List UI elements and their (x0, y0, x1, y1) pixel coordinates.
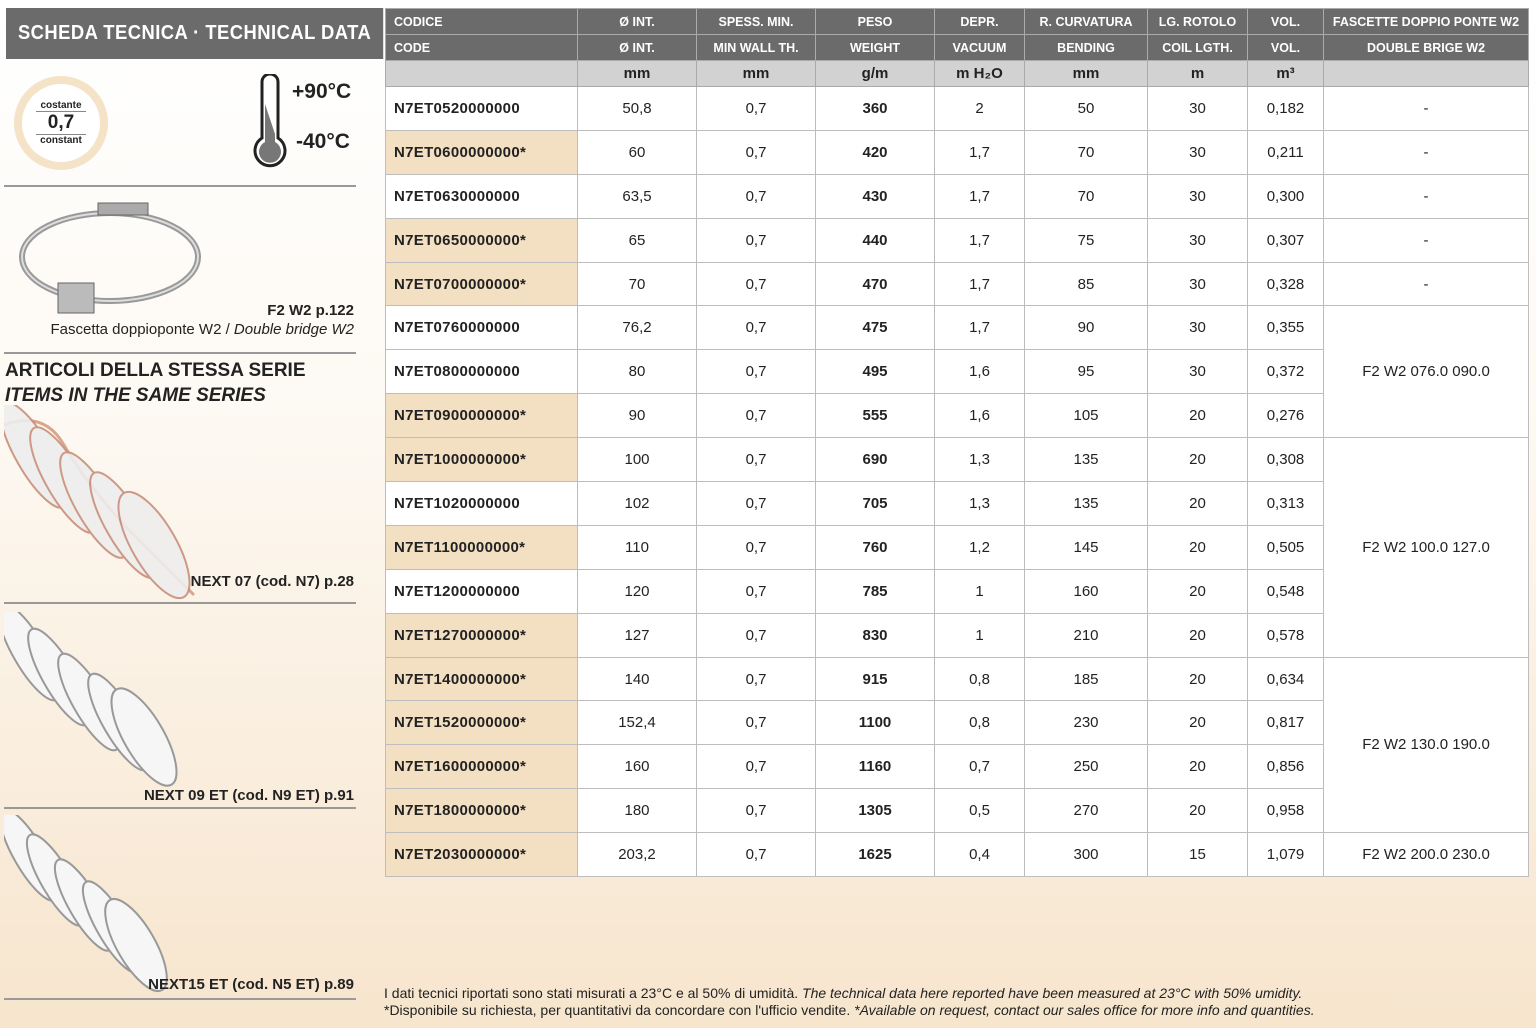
clamp-code: F2 W2 076.0 090.0 (1324, 306, 1529, 438)
table-row (386, 833, 1529, 877)
footnote-line1-it: I dati tecnici riportati sono stati misurati a 23°C e al 50% di umidità. (384, 985, 803, 1001)
table-cell: 0,372 (1248, 350, 1324, 394)
table-cell: 1,2 (935, 525, 1025, 569)
table-cell: 0,7 (697, 745, 816, 789)
table-cell: 50,8 (578, 87, 697, 131)
product-code: N7ET1270000000* (386, 613, 578, 657)
table-cell: 0,7 (697, 394, 816, 438)
table-cell: 1,3 (935, 438, 1025, 482)
badge-value: 0,7 (36, 111, 86, 135)
table-cell: 1305 (816, 789, 935, 833)
table-cell: 0,7 (697, 525, 816, 569)
table-cell: 830 (816, 613, 935, 657)
table-cell: 95 (1025, 350, 1148, 394)
table-cell: 2 (935, 87, 1025, 131)
hose-image-next15 (4, 815, 174, 995)
table-cell: 0,308 (1248, 438, 1324, 482)
table-cell: 420 (816, 130, 935, 174)
table-cell: 0,7 (697, 350, 816, 394)
column-header: m (1148, 61, 1248, 87)
column-header: WEIGHT (816, 35, 935, 61)
clamp-caption-it: Fascetta doppioponte W2 / (50, 321, 234, 338)
column-header: BENDING (1025, 35, 1148, 61)
table-cell: 1,7 (935, 218, 1025, 262)
table-cell: 135 (1025, 482, 1148, 526)
product-code: N7ET0600000000* (386, 130, 578, 174)
table-cell: 760 (816, 525, 935, 569)
badge-top: costante (40, 100, 82, 111)
table-cell: 15 (1148, 833, 1248, 877)
column-header: mm (578, 61, 697, 87)
table-cell: 475 (816, 306, 935, 350)
column-header (386, 61, 578, 87)
column-header (1324, 61, 1529, 87)
table-cell: 30 (1148, 130, 1248, 174)
table-cell: 203,2 (578, 833, 697, 877)
divider (4, 807, 356, 809)
divider (4, 998, 356, 1000)
table-row (386, 130, 1529, 174)
series-item-label[interactable]: NEXT 09 ET (cod. N9 ET) p.91 (143, 787, 354, 804)
thermometer-icon (250, 74, 290, 172)
clamp-code: - (1324, 218, 1529, 262)
table-cell: 0,328 (1248, 262, 1324, 306)
table-cell: 0,307 (1248, 218, 1324, 262)
table-cell: 0,7 (697, 613, 816, 657)
footnote-line2-en: *Available on request, contact our sales office for more info and quantities. (854, 1002, 1315, 1018)
table-cell: 20 (1148, 394, 1248, 438)
table-cell: 135 (1025, 438, 1148, 482)
column-header: VOL. (1248, 35, 1324, 61)
table-cell: 1,6 (935, 394, 1025, 438)
thickness-badge (14, 76, 108, 170)
table-cell: 90 (1025, 306, 1148, 350)
table-row (386, 438, 1529, 482)
table-cell: 690 (816, 438, 935, 482)
product-code: N7ET0520000000 (386, 87, 578, 131)
clamp-code: - (1324, 262, 1529, 306)
table-cell: 0,7 (697, 218, 816, 262)
column-header: PESO (816, 9, 935, 35)
product-code: N7ET1520000000* (386, 701, 578, 745)
table-cell: 0,7 (697, 306, 816, 350)
product-code: N7ET0760000000 (386, 306, 578, 350)
table-row (386, 218, 1529, 262)
column-header: VOL. (1248, 9, 1324, 35)
table-cell: 20 (1148, 438, 1248, 482)
product-code: N7ET1100000000* (386, 525, 578, 569)
table-cell: 0,7 (697, 657, 816, 701)
column-header: CODICE (386, 9, 578, 35)
table-cell: 1,7 (935, 306, 1025, 350)
series-title-it: ARTICOLI DELLA STESSA SERIE (5, 360, 306, 381)
table-cell: 440 (816, 218, 935, 262)
table-cell: 0,578 (1248, 613, 1324, 657)
table-cell: 1,7 (935, 262, 1025, 306)
table-cell: 0,7 (697, 789, 816, 833)
table-cell: 30 (1148, 174, 1248, 218)
column-header: g/m (816, 61, 935, 87)
table-cell: 100 (578, 438, 697, 482)
table-cell: 0,817 (1248, 701, 1324, 745)
product-code: N7ET1200000000 (386, 569, 578, 613)
table-cell: 180 (578, 789, 697, 833)
table-cell: 20 (1148, 745, 1248, 789)
table-cell: 145 (1025, 525, 1148, 569)
table-cell: 63,5 (578, 174, 697, 218)
table-cell: 76,2 (578, 306, 697, 350)
table-row (386, 306, 1529, 350)
clamp-code: F2 W2 130.0 190.0 (1324, 657, 1529, 833)
table-cell: 230 (1025, 701, 1148, 745)
table-cell: 0,634 (1248, 657, 1324, 701)
table-row (386, 87, 1529, 131)
table-cell: 0,7 (697, 482, 816, 526)
clamp-code: F2 W2 200.0 230.0 (1324, 833, 1529, 877)
product-code: N7ET1400000000* (386, 657, 578, 701)
table-cell: 20 (1148, 701, 1248, 745)
table-cell: 705 (816, 482, 935, 526)
table-cell: 30 (1148, 218, 1248, 262)
table-cell: 0,7 (697, 87, 816, 131)
table-cell: 120 (578, 569, 697, 613)
table-row (386, 657, 1529, 701)
table-cell: 0,7 (697, 262, 816, 306)
column-header: R. CURVATURA (1025, 9, 1148, 35)
column-header: Ø INT. (578, 9, 697, 35)
table-cell: 0,856 (1248, 745, 1324, 789)
table-cell: 430 (816, 174, 935, 218)
table-cell: 0,7 (935, 745, 1025, 789)
clamp-image (18, 195, 208, 320)
column-header: m H₂O (935, 61, 1025, 87)
table-cell: 470 (816, 262, 935, 306)
clamp-ref: F2 W2 p.122 (267, 302, 354, 319)
table-cell: 0,548 (1248, 569, 1324, 613)
table-cell: 0,4 (935, 833, 1025, 877)
table-cell: 0,8 (935, 701, 1025, 745)
clamp-caption-en: Double bridge W2 (233, 321, 354, 338)
product-code: N7ET0900000000* (386, 394, 578, 438)
table-cell: 110 (578, 525, 697, 569)
table-cell: 90 (578, 394, 697, 438)
table-row (386, 262, 1529, 306)
table-cell: 0,182 (1248, 87, 1324, 131)
table-cell: 0,7 (697, 701, 816, 745)
temp-min: -40°C (296, 130, 350, 153)
table-cell: 30 (1148, 306, 1248, 350)
table-cell: 0,355 (1248, 306, 1324, 350)
clamp-code: - (1324, 87, 1529, 131)
table-cell: 0,7 (697, 438, 816, 482)
clamp-code: - (1324, 130, 1529, 174)
divider (4, 352, 356, 354)
table-cell: 160 (1025, 569, 1148, 613)
product-code: N7ET0630000000 (386, 174, 578, 218)
product-code: N7ET0800000000 (386, 350, 578, 394)
series-item-label[interactable]: NEXT15 ET (cod. N5 ET) p.89 (148, 976, 354, 993)
column-header: VACUUM (935, 35, 1025, 61)
table-cell: 160 (578, 745, 697, 789)
table-cell: 0,211 (1248, 130, 1324, 174)
table-cell: 102 (578, 482, 697, 526)
table-cell: 20 (1148, 525, 1248, 569)
column-header: Ø INT. (578, 35, 697, 61)
column-header: mm (1025, 61, 1148, 87)
table-cell: 20 (1148, 613, 1248, 657)
table-cell: 0,276 (1248, 394, 1324, 438)
table-cell: 555 (816, 394, 935, 438)
table-cell: 1160 (816, 745, 935, 789)
series-heading (5, 358, 306, 408)
table-cell: 70 (1025, 174, 1148, 218)
table-cell: 152,4 (578, 701, 697, 745)
table-cell: 85 (1025, 262, 1148, 306)
product-code: N7ET0650000000* (386, 218, 578, 262)
column-header: SPESS. MIN. (697, 9, 816, 35)
product-code: N7ET2030000000* (386, 833, 578, 877)
badge-bottom: constant (40, 135, 82, 146)
technical-data-table (385, 8, 1529, 877)
column-header: m³ (1248, 61, 1324, 87)
table-cell: 127 (578, 613, 697, 657)
table-cell: 0,505 (1248, 525, 1324, 569)
column-header: MIN WALL TH. (697, 35, 816, 61)
column-header: mm (697, 61, 816, 87)
table-cell: 270 (1025, 789, 1148, 833)
product-code: N7ET1000000000* (386, 438, 578, 482)
table-cell: 0,7 (697, 569, 816, 613)
footnote-line1-en: The technical data here reported have been measured at 23°C with 50% umidity. (802, 985, 1303, 1001)
product-code: N7ET1800000000* (386, 789, 578, 833)
table-cell: 0,300 (1248, 174, 1324, 218)
table-cell: 75 (1025, 218, 1148, 262)
column-header: DOUBLE BRIGE W2 (1324, 35, 1529, 61)
product-code: N7ET1600000000* (386, 745, 578, 789)
table-cell: 1,3 (935, 482, 1025, 526)
table-row (386, 174, 1529, 218)
hose-image-next07 (4, 405, 204, 600)
table-cell: 140 (578, 657, 697, 701)
table-cell: 70 (578, 262, 697, 306)
table-cell: 1,6 (935, 350, 1025, 394)
table-cell: 495 (816, 350, 935, 394)
divider (4, 185, 356, 187)
product-code: N7ET1020000000 (386, 482, 578, 526)
table-cell: 360 (816, 87, 935, 131)
divider (4, 602, 356, 604)
table-cell: 785 (816, 569, 935, 613)
table-cell: 0,958 (1248, 789, 1324, 833)
table-cell: 50 (1025, 87, 1148, 131)
column-header: LG. ROTOLO (1148, 9, 1248, 35)
table-cell: 1 (935, 613, 1025, 657)
table-cell: 60 (578, 130, 697, 174)
table-cell: 185 (1025, 657, 1148, 701)
table-cell: 20 (1148, 789, 1248, 833)
table-cell: 1,7 (935, 130, 1025, 174)
table-cell: 30 (1148, 262, 1248, 306)
temp-max: +90°C (292, 80, 352, 103)
clamp-code: F2 W2 100.0 127.0 (1324, 438, 1529, 657)
hose-image-next09 (4, 612, 184, 787)
page-title: SCHEDA TECNICA · TECHNICAL DATA (6, 8, 383, 59)
table-cell: 0,8 (935, 657, 1025, 701)
table-cell: 300 (1025, 833, 1148, 877)
table-cell: 0,313 (1248, 482, 1324, 526)
table-cell: 0,7 (697, 174, 816, 218)
table-cell: 1 (935, 569, 1025, 613)
clamp-caption (50, 321, 354, 338)
table-cell: 1625 (816, 833, 935, 877)
table-cell: 30 (1148, 87, 1248, 131)
column-header: FASCETTE DOPPIO PONTE W2 (1324, 9, 1529, 35)
table-cell: 105 (1025, 394, 1148, 438)
table-cell: 20 (1148, 482, 1248, 526)
table-cell: 1,079 (1248, 833, 1324, 877)
column-header: CODE (386, 35, 578, 61)
footnote (384, 985, 1315, 1019)
table-cell: 0,7 (697, 130, 816, 174)
table-cell: 210 (1025, 613, 1148, 657)
table-cell: 20 (1148, 657, 1248, 701)
footnote-line2-it: *Disponibile su richiesta, per quantitativi da concordare con l'ufficio vendite. (384, 1002, 855, 1018)
column-header: DEPR. (935, 9, 1025, 35)
product-code: N7ET0700000000* (386, 262, 578, 306)
table-cell: 1,7 (935, 174, 1025, 218)
table-cell: 1100 (816, 701, 935, 745)
table-cell: 30 (1148, 350, 1248, 394)
table-cell: 0,7 (697, 833, 816, 877)
table-cell: 80 (578, 350, 697, 394)
table-cell: 65 (578, 218, 697, 262)
table-cell: 250 (1025, 745, 1148, 789)
table-cell: 70 (1025, 130, 1148, 174)
clamp-code: - (1324, 174, 1529, 218)
column-header: COIL LGTH. (1148, 35, 1248, 61)
series-item-label[interactable]: NEXT 07 (cod. N7) p.28 (190, 573, 354, 590)
table-cell: 915 (816, 657, 935, 701)
table-cell: 0,5 (935, 789, 1025, 833)
series-title-en: ITEMS IN THE SAME SERIES (5, 385, 266, 406)
table-cell: 20 (1148, 569, 1248, 613)
